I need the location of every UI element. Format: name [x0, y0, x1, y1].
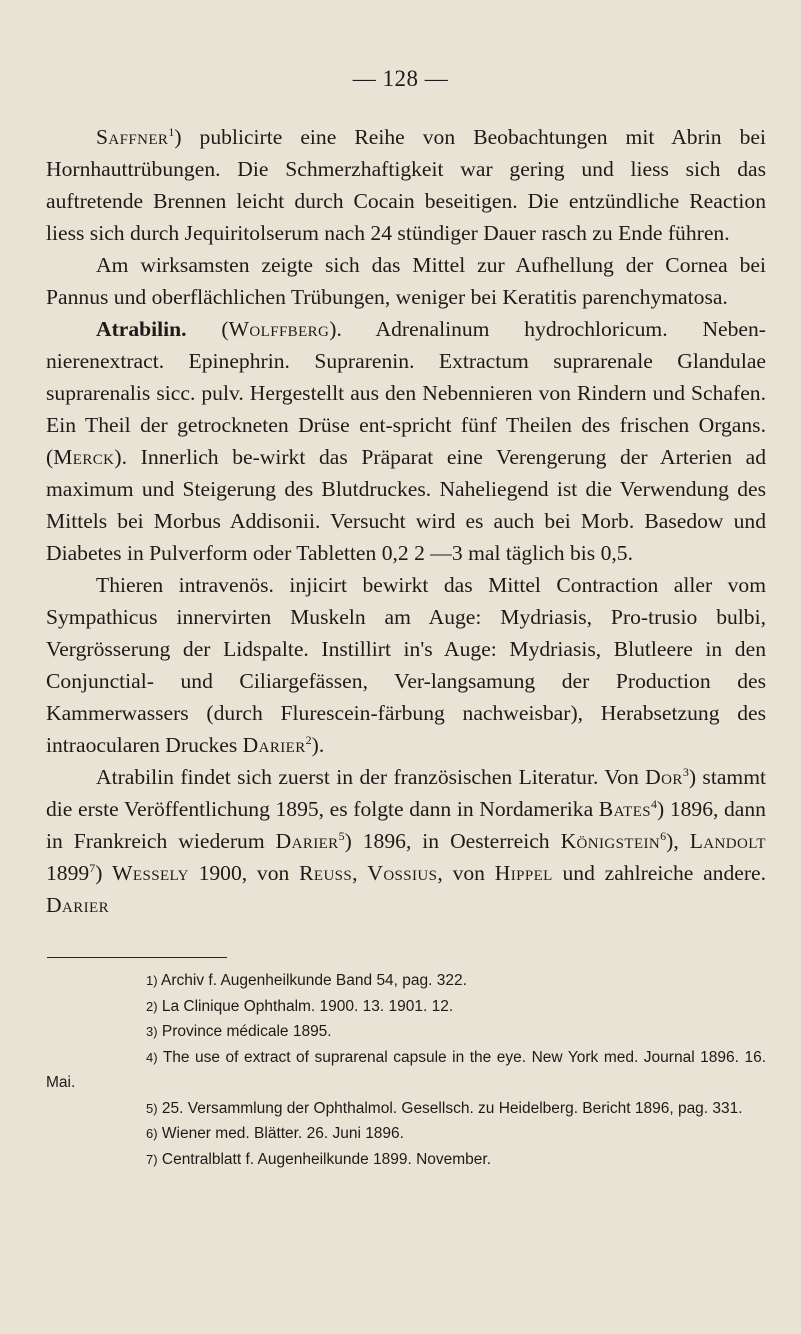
footnote-ref[interactable]: 1: [168, 125, 175, 139]
paragraph-text: ) stammt die erste Veröffentlichung 1895, es folgte dann in Nordamerika: [46, 765, 766, 821]
paragraph-text: ) publicirte eine Reihe von Beobachtungen mit Abrin bei Hornhauttrübungen. Die Schmerzhaftigkeit war gering und liess sich das auftretende Brennen leicht durch Cocain beseitigen. Die entzündliche Reaction liess sich durch Jequiritolserum nach 24 stündiger Dauer rasch zu Ende führen.: [46, 125, 766, 245]
author-name: Bates: [598, 797, 652, 821]
author-name: Dor: [645, 765, 683, 789]
author-name: Reuss: [299, 861, 353, 885]
author-name: Königstein: [560, 829, 661, 853]
author-name: Merck: [53, 445, 115, 469]
footnote: [46, 1147, 766, 1173]
author-name: Landolt: [689, 829, 766, 853]
footnote-text: Province médicale 1895.: [161, 1023, 332, 1040]
footnote: [46, 994, 766, 1020]
footnote-number: 6): [146, 1126, 158, 1141]
paragraph-text: und zahlreiche andere.: [552, 861, 767, 885]
footnote-number: 1): [146, 973, 158, 988]
author-name: Wessely: [112, 861, 189, 885]
author-name: Hippel: [494, 861, 553, 885]
paragraph-text: 1899: [46, 861, 90, 885]
footnote-ref[interactable]: 6: [660, 829, 667, 843]
paragraph-text: (: [186, 317, 229, 341]
footnote-text: Archiv f. Augenheilkunde Band 54, pag. 322.: [161, 972, 467, 989]
footnote: [46, 968, 766, 994]
paragraph-text: ),: [666, 829, 690, 853]
footnote-ref[interactable]: 7: [89, 861, 96, 875]
paragraph-thieren: [46, 569, 766, 761]
footnote: [46, 1096, 766, 1122]
paragraph-text: Am wirksamsten zeigte sich das Mittel zur Aufhellung der Cornea bei Pannus und oberflächlichen Trübungen, weniger bei Keratitis parenchymatosa.: [46, 253, 766, 309]
footnote-number: 7): [146, 1151, 158, 1167]
paragraph-cornea: [46, 249, 766, 313]
paragraph-text: 1900, von: [188, 861, 300, 885]
footnote-text: Centralblatt f. Augenheilkunde 1899. November.: [161, 1150, 492, 1168]
footnote-text: Wiener med. Blätter. 26. Juni 1896.: [161, 1125, 404, 1142]
footnote-number: 3): [146, 1024, 158, 1039]
paragraph-literatur: [46, 761, 766, 921]
footnote-text: La Clinique Ophthalm. 1900. 13. 1901. 12.: [161, 997, 454, 1015]
footnote: [46, 1019, 766, 1045]
paragraph-text: ).: [311, 733, 325, 757]
paragraph-saffner: [46, 121, 766, 249]
paragraph-text: Atrabilin findet sich zuerst in der französischen Literatur. Von: [96, 765, 646, 789]
section-heading: Atrabilin.: [96, 317, 187, 341]
paragraph-text: ): [95, 861, 113, 885]
footnote: [46, 1045, 766, 1096]
paragraph-text: ) 1896, dann in Frankreich wiederum: [46, 797, 766, 853]
author-name: Saffner: [96, 125, 169, 149]
author-name: Vossius: [367, 861, 438, 885]
footnote-number: 5): [146, 1100, 158, 1116]
footnote-ref[interactable]: 5: [338, 829, 345, 843]
footnote-text: 25. Versammlung der Ophthalmol. Gesellsch. zu Heidelberg. Bericht 1896, pag. 331.: [161, 1099, 743, 1117]
page-number: — 128 —: [352, 66, 449, 91]
footnote-ref[interactable]: 2: [305, 733, 312, 747]
paragraph-text: ). Adrenalinum hydrochloricum. Neben-nierenextract. Epinephrin. Suprarenin. Extractum suprarenale Glandulae suprarenalis sicc. pulv. Hergestellt aus den Nebennieren von Rindern und Schafen. Ein Theil der getrockneten Drüse ent-spricht fünf Theilen des frischen Organs. (: [46, 317, 766, 469]
paragraph-text: ,: [352, 861, 368, 885]
paragraph-text: , von: [437, 861, 495, 885]
paragraph-atrabilin: [46, 313, 766, 569]
paragraph-text: Thieren intravenös. injicirt bewirkt das Mittel Contraction aller vom Sympathicus innervirten Muskeln am Auge: Mydriasis, Pro-trusio bulbi, Vergrösserung der Lidspalte. Instillirt in's Auge: Mydriasis, Blutleere in den Conjunctial- und Ciliargefässen, Ver-langsamung der Production des Kammerwassers (durch Flurescein-färbung nachweisbar), Herabsetzung des intraocularen Druckes: [46, 573, 766, 757]
paragraph-text: ) 1896, in Oesterreich: [344, 829, 561, 853]
footnote-text: The use of extract of suprarenal capsule in the eye. New York med. Journal 1896. 16. Mai.: [46, 1048, 767, 1091]
footnote: [46, 1121, 766, 1147]
footnote-number: 2): [146, 998, 158, 1014]
footnote-ref[interactable]: 4: [651, 797, 658, 811]
footnote-number: 4): [146, 1049, 158, 1065]
author-name: Darier: [46, 893, 109, 917]
footnote-ref[interactable]: 3: [682, 765, 689, 779]
author-name: Darier: [275, 829, 339, 853]
footnotes: [46, 968, 766, 1172]
footnote-divider: [47, 957, 227, 958]
body-text: [46, 121, 766, 921]
paragraph-text: ). Innerlich be-wirkt das Präparat eine Verengerung der Arterien ad maximum und Steigerung des Blutdruckes. Naheliegend ist die Verwendung des Mittels bei Morbus Addisonii. Versucht wird es auch bei Morb. Basedow und Diabetes in Pulverform oder Tabletten 0,2 2 —3 mal täglich bis 0,5.: [46, 445, 766, 565]
author-name: Darier: [242, 733, 306, 757]
author-name: Wolffberg: [228, 317, 330, 341]
